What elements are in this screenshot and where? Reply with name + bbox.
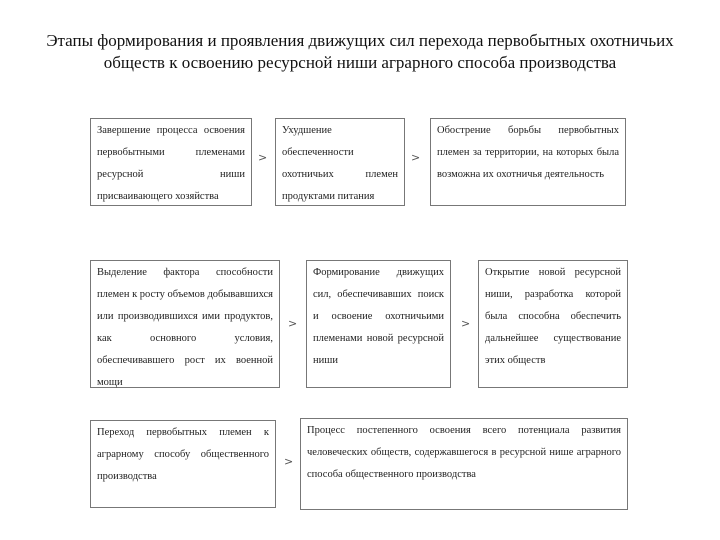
arrow-icon: >	[258, 151, 268, 164]
arrow-icon: >	[411, 151, 421, 164]
stage-box-factor: Выделение фактора способности племен к росту объемов добывавшихся или производившихся ими продуктов, как основного условия, обеспечивавшего рост их военной мощи	[90, 260, 280, 388]
stage-box-new-niche: Открытие новой ресурсной ниши, разработка которой была способна обеспечить дальнейшее существование этих обществ	[478, 260, 628, 388]
stage-box-struggle: Обострение борьбы первобытных племен за территории, на которых была возможна их охотничья деятельность	[430, 118, 626, 206]
arrow-icon: >	[461, 317, 471, 330]
arrow-icon: >	[288, 317, 298, 330]
stage-box-completion: Завершение процесса освоения первобытными племенами ресурсной ниши присваивающего хозяйства	[90, 118, 252, 206]
stage-box-transition: Переход первобытных племен к аграрному способу общественного производства	[90, 420, 276, 508]
stage-box-development: Процесс постепенного освоения всего потенциала развития человеческих обществ, содержавшегося в ресурсной нише аграрного способа общественного производства	[300, 418, 628, 510]
diagram-title: Этапы формирования и проявления движущих сил перехода первобытных охотничьих обществ к освоению ресурсной ниши аграрного способа производства	[46, 31, 674, 72]
stage-box-driving-forces: Формирование движущих сил, обеспечивавших поиск и освоение охотничьими племенами новой ресурсной ниши	[306, 260, 451, 388]
stage-box-deterioration: Ухудшение обеспеченности охотничьих племен продуктами питания	[275, 118, 405, 206]
arrow-icon: >	[284, 455, 294, 468]
